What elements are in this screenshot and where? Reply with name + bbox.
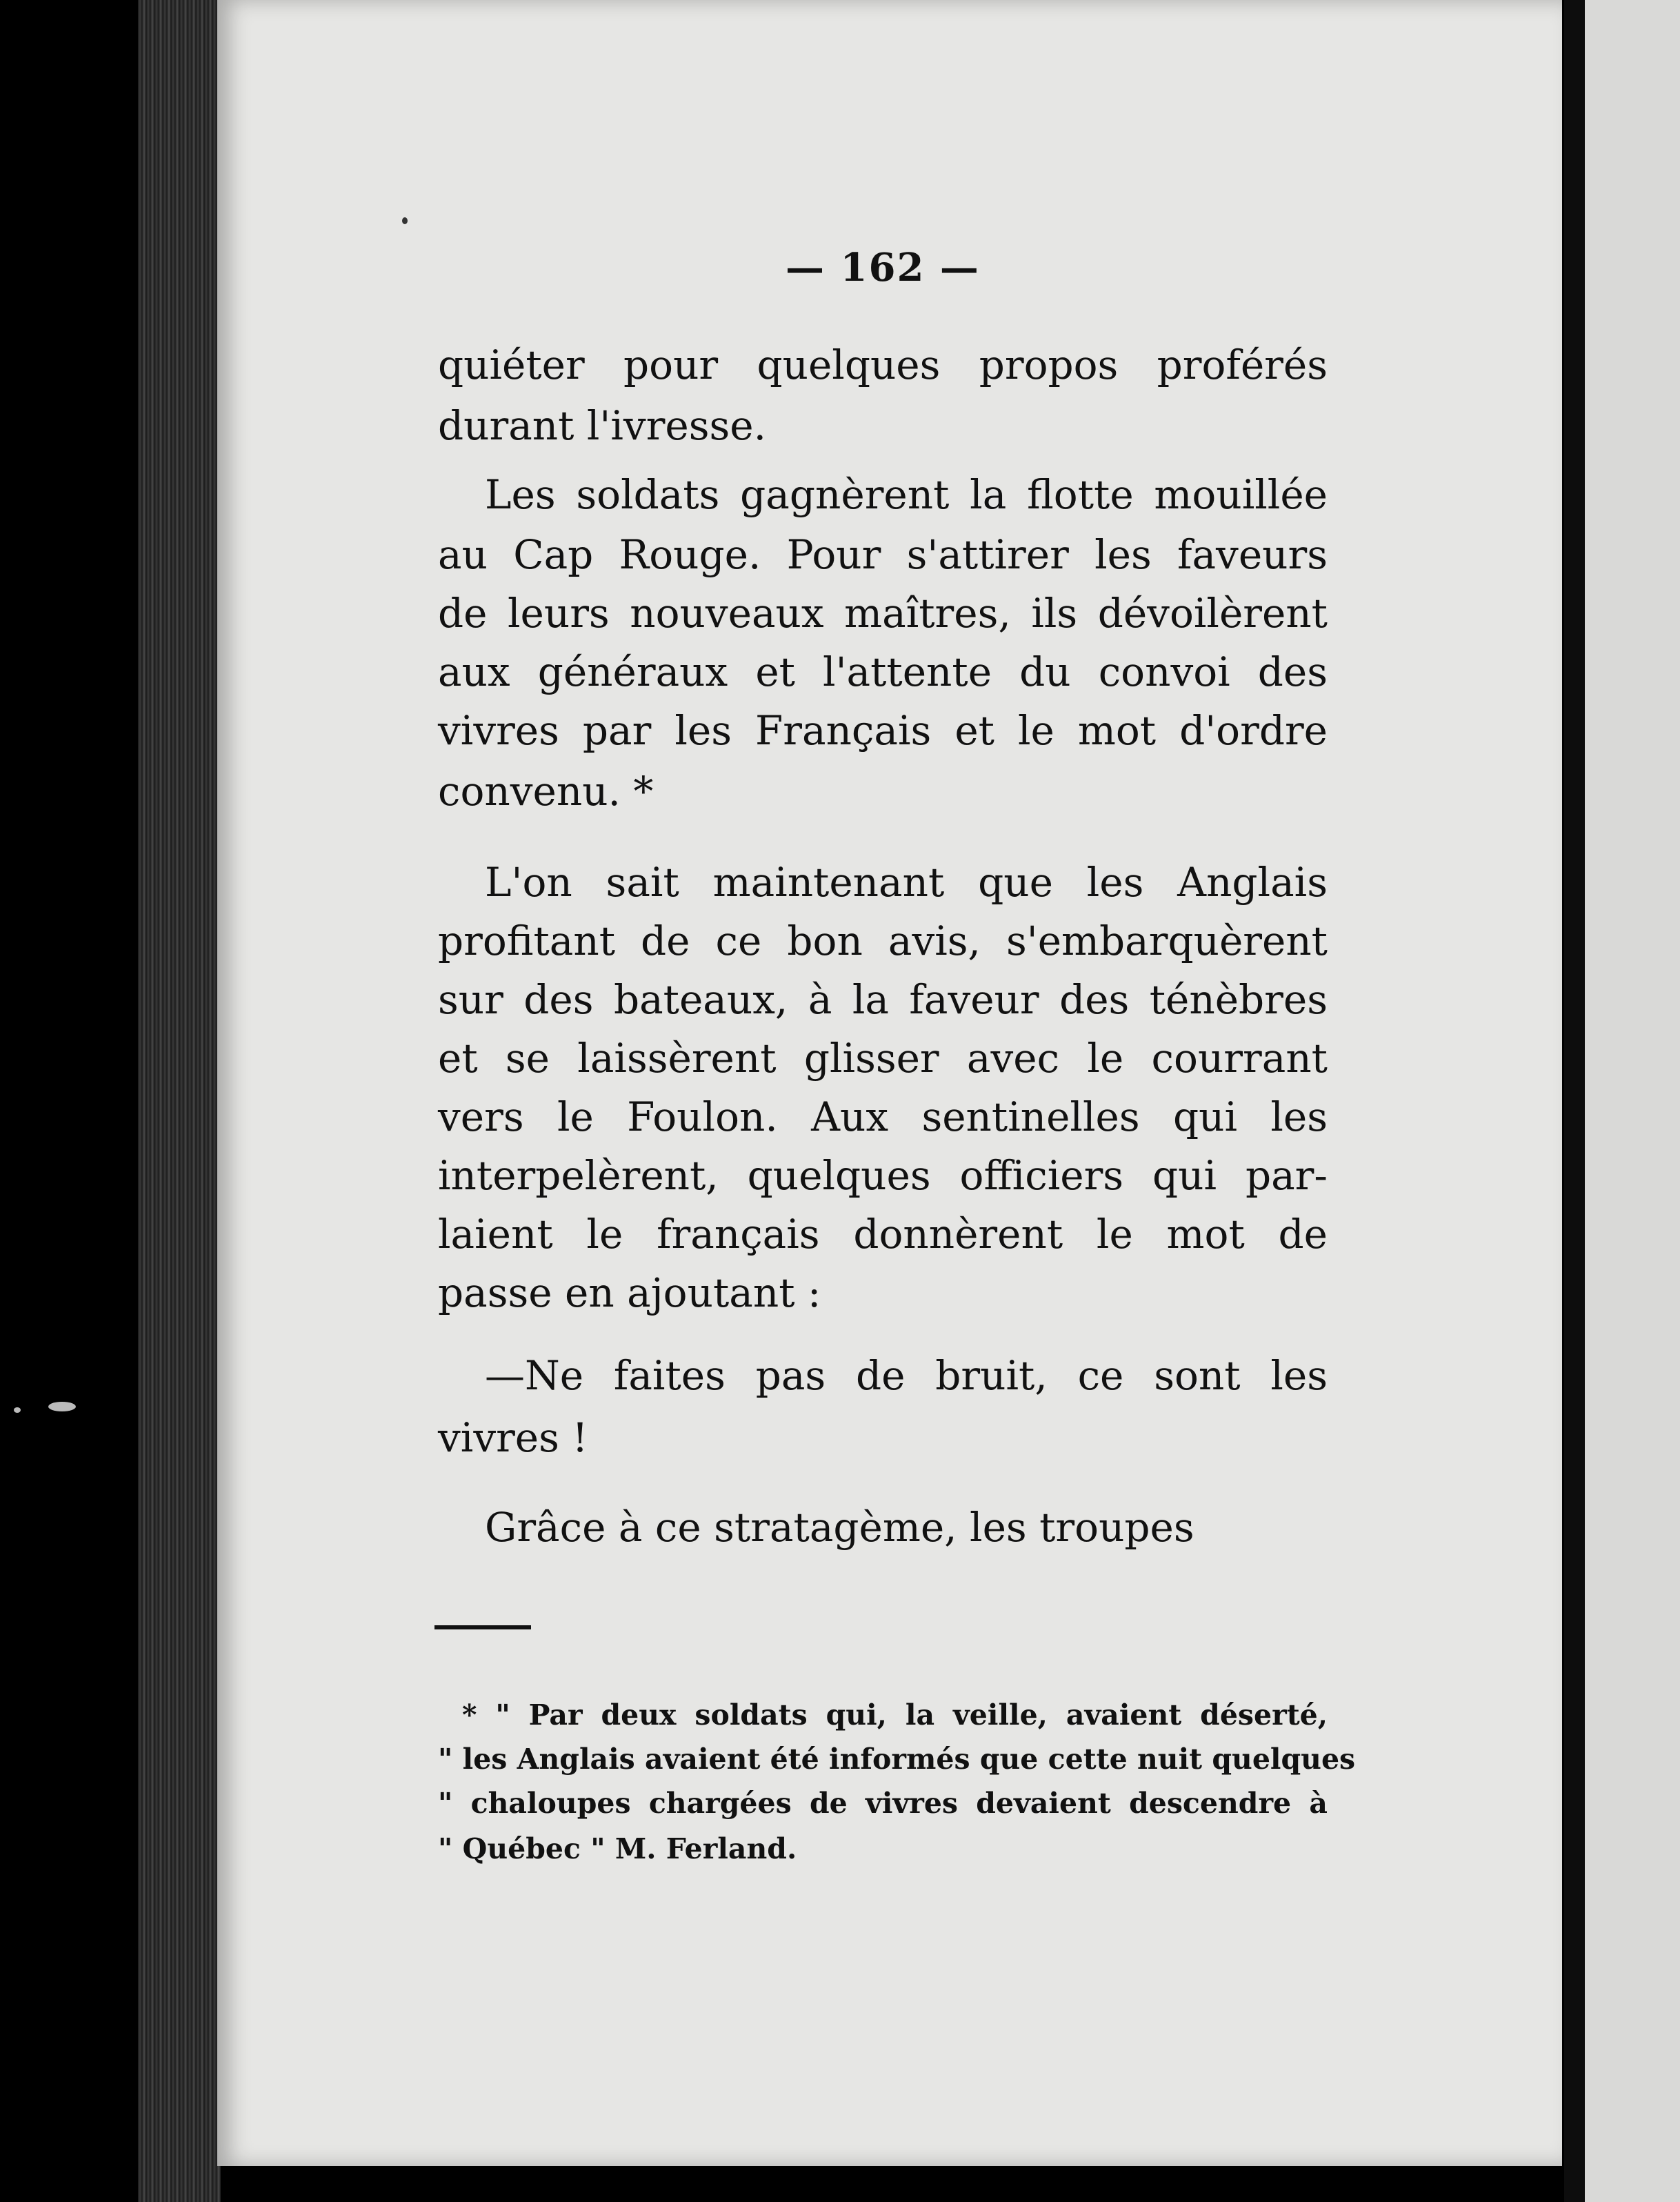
body-line: aux généraux et l'attente du convoi des	[438, 648, 1328, 695]
body-line: Les soldats gagnèrent la flotte mouillée	[485, 471, 1328, 518]
body-line: vivres par les Français et le mot d'ordre	[438, 707, 1328, 754]
body-line: durant l'ivresse.	[438, 402, 767, 449]
scan-speck	[14, 1407, 21, 1413]
scan-speck	[48, 1402, 76, 1411]
body-line: interpelèrent, quelques officiers qui par-	[438, 1152, 1328, 1199]
body-line: laient le français donnèrent le mot de	[438, 1211, 1328, 1258]
footnote-line: * " Par deux soldats qui, la veille, avaient déserté,	[462, 1698, 1328, 1732]
body-line: passe en ajoutant :	[438, 1269, 821, 1316]
page-gutter-right	[1564, 0, 1585, 2202]
body-line: et se laissèrent glisser avec le courrant	[438, 1035, 1328, 1082]
body-line: convenu. *	[438, 768, 654, 815]
body-line: de leurs nouveaux maîtres, ils dévoilèrent	[438, 590, 1328, 637]
footnote-line: " chaloupes chargées de vivres devaient descendre à	[438, 1787, 1328, 1820]
book-page	[217, 0, 1562, 2166]
body-line: quiéter pour quelques propos proférés	[438, 341, 1328, 388]
body-line: profitant de ce bon avis, s'embarquèrent	[438, 918, 1328, 964]
book-page-edges-left	[138, 0, 221, 2202]
body-line: sur des bateaux, à la faveur des ténèbres	[438, 976, 1328, 1023]
next-page-edge	[1585, 0, 1680, 2202]
body-line: L'on sait maintenant que les Anglais	[485, 859, 1328, 906]
page-number: — 162 —	[786, 245, 980, 290]
body-line: vivres !	[438, 1414, 588, 1461]
footnote-divider	[434, 1625, 531, 1629]
footnote-line: " Québec " M. Ferland.	[438, 1832, 797, 1865]
print-speck	[402, 217, 408, 224]
body-line: vers le Foulon. Aux sentinelles qui les	[438, 1093, 1328, 1140]
body-line: —Ne faites pas de bruit, ce sont les	[485, 1352, 1328, 1399]
footnote-line: " les Anglais avaient été informés que cette nuit quelques	[438, 1743, 1356, 1776]
body-line: au Cap Rouge. Pour s'attirer les faveurs	[438, 531, 1328, 578]
body-line: Grâce à ce stratagème, les troupes	[485, 1504, 1194, 1551]
